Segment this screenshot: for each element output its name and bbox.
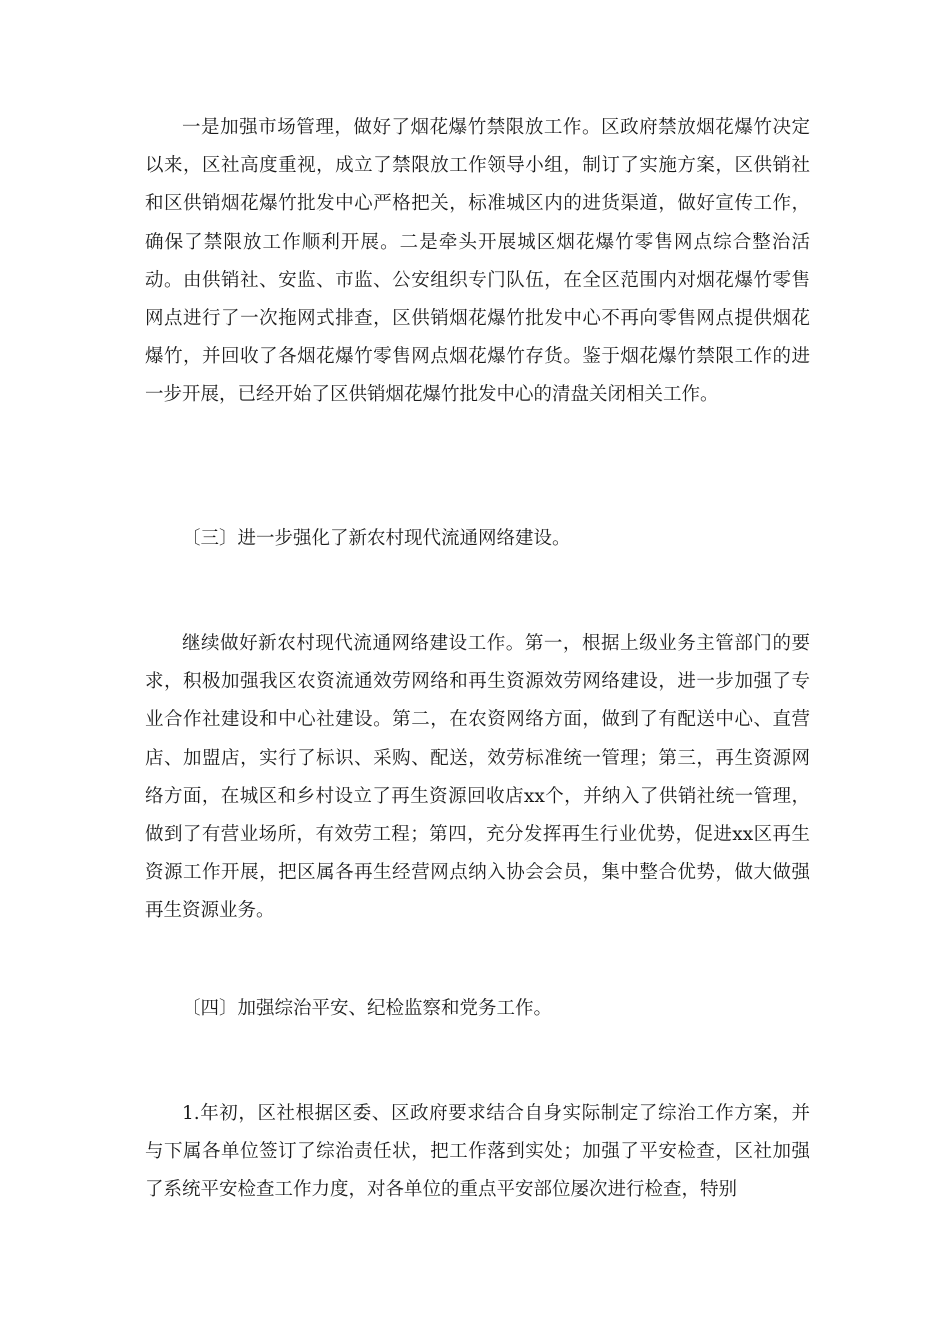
section-heading-4: 〔四〕加强综治平安、纪检监察和党务工作。 (182, 998, 553, 1019)
section-heading-3: 〔三〕进一步强化了新农村现代流通网络建设。 (182, 528, 571, 549)
body-paragraph-safety: 1.年初，区社根据区委、区政府要求结合自身实际制定了综治工作方案，并与下属各单位签订了综治责任状，把工作落到实处；加强了平安检查，区社加强了系统平安检查工作力度，对各单位的重点平安部位屡次进行检查，特别 (145, 1103, 810, 1201)
body-paragraph-rural-network: 继续做好新农村现代流通网络建设工作。第一，根据上级业务主管部门的要求，积极加强我区农资流通效劳网络和再生资源效劳网络建设，进一步加强了专业合作社建设和中心社建设。第二，在农资网络方面，做到了有配送中心、直营店、加盟店，实行了标识、采购、配送，效劳标准统一管理；第三，再生资源网络方面，在城区和乡村设立了再生资源回收店xx个，并纳入了供销社统一管理，做到了有营业场所，有效劳工程；第四，充分发挥再生行业优势，促进xx区再生资源工作开展，把区属各再生经营网点纳入协会会员，集中整合优势，做大做强再生资源业务。 (145, 633, 810, 922)
body-paragraph-fireworks: 一是加强市场管理，做好了烟花爆竹禁限放工作。区政府禁放烟花爆竹决定以来，区社高度重视，成立了禁限放工作领导小组，制订了实施方案，区供销社和区供销烟花爆竹批发中心严格把关，标准城区内的进货渠道，做好宣传工作，确保了禁限放工作顺利开展。二是牵头开展城区烟花爆竹零售网点综合整治活动。由供销社、安监、市监、公安组织专门队伍，在全区范围内对烟花爆竹零售网点进行了一次拖网式排查，区供销烟花爆竹批发中心不再向零售网点提供烟花爆竹，并回收了各烟花爆竹零售网点烟花爆竹存货。鉴于烟花爆竹禁限工作的进一步开展，已经开始了区供销烟花爆竹批发中心的清盘关闭相关工作。 (145, 117, 810, 406)
